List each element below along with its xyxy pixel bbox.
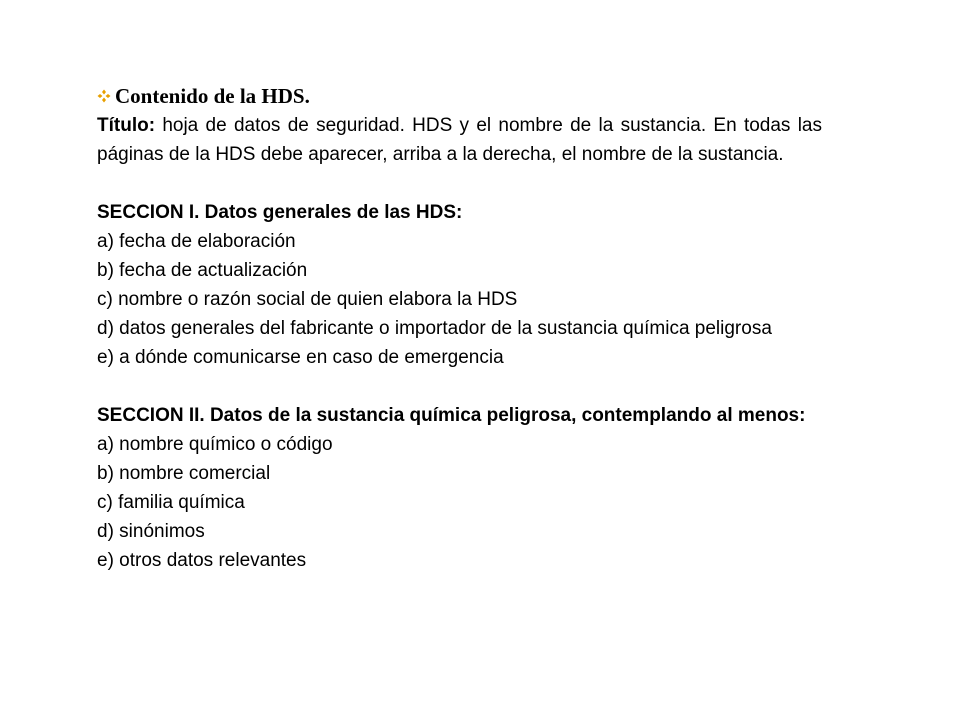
list-item: e) a dónde comunicarse en caso de emergencia xyxy=(97,347,504,368)
list-item: a) nombre químico o código xyxy=(97,434,333,455)
list-item: e) otros datos relevantes xyxy=(97,550,307,571)
list-item: a) fecha de elaboración xyxy=(97,231,296,252)
section-heading xyxy=(97,82,822,111)
section-1-list xyxy=(97,227,822,372)
intro-label: Título: xyxy=(97,115,156,136)
section-1-title: SECCION I. Datos generales de las HDS: xyxy=(97,202,463,223)
spacer xyxy=(97,372,822,401)
list-item: d) datos generales del fabricante o importador de la sustancia química peligrosa xyxy=(97,318,772,339)
slide-content xyxy=(97,80,822,575)
intro-paragraph xyxy=(97,111,822,169)
list-item: c) nombre o razón social de quien elabora la HDS xyxy=(97,289,518,310)
heading-text: Contenido de la HDS. xyxy=(115,84,310,108)
intro-text: hoja de datos de seguridad. HDS y el nombre de la sustancia. En todas las páginas de la HDS debe aparecer, arriba a la derecha, el nombre de la sustancia. xyxy=(97,115,822,165)
diamond-bullet-icon xyxy=(97,89,111,103)
list-item: c) familia química xyxy=(97,492,245,513)
section-2-list xyxy=(97,430,822,575)
list-item: b) fecha de actualización xyxy=(97,260,308,281)
section-2-title: SECCION II. Datos de la sustancia química peligrosa, contemplando al menos: xyxy=(97,405,806,426)
list-item: b) nombre comercial xyxy=(97,463,271,484)
spacer xyxy=(97,169,822,198)
list-item: d) sinónimos xyxy=(97,521,205,542)
